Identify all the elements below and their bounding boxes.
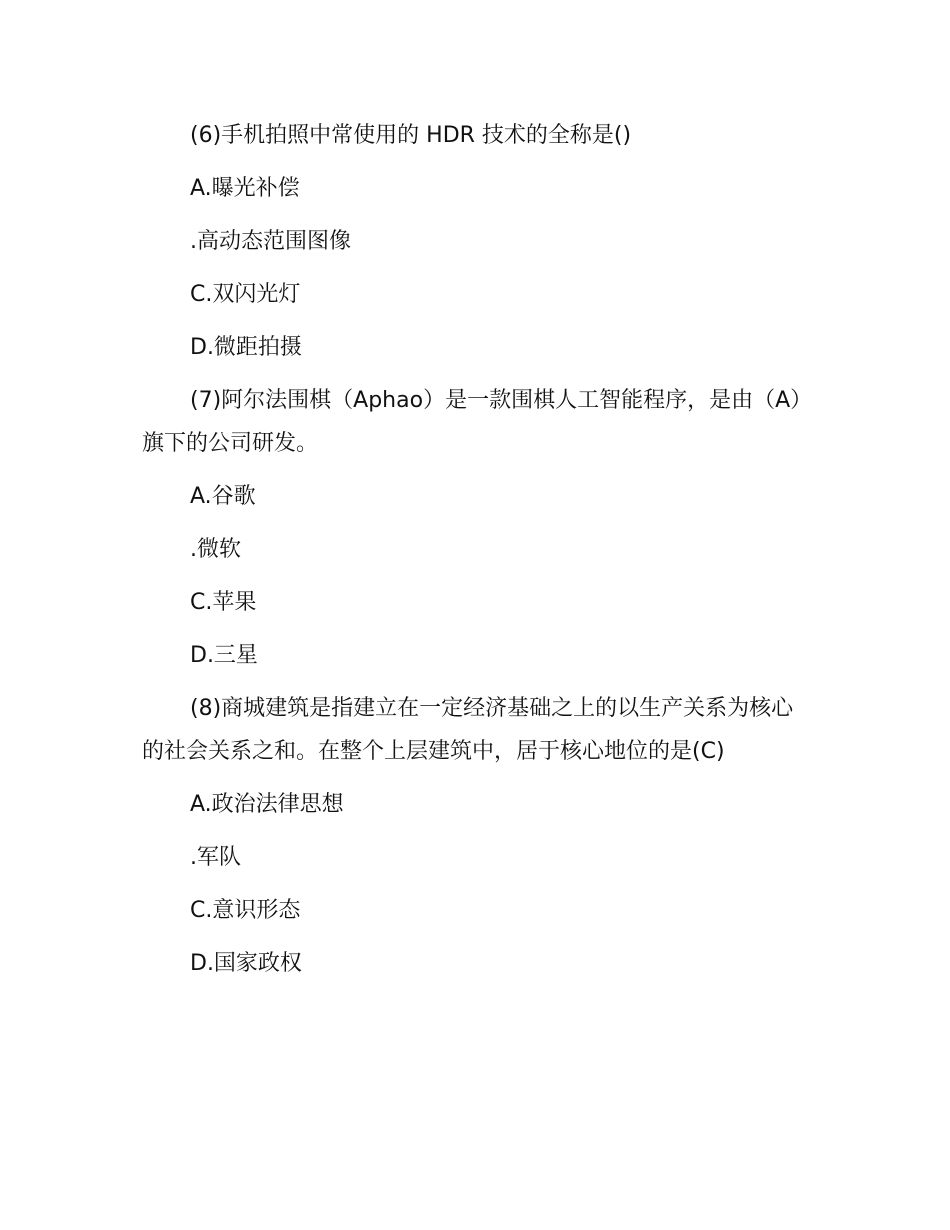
question-7-option-c: C.苹果	[190, 590, 257, 615]
question-6-option-a: A.曝光补偿	[190, 176, 300, 201]
question-6-option-b: .高动态范围图像	[190, 229, 351, 254]
question-8-stem: (8)商城建筑是指建立在一定经济基础之上的以生产关系为核心的社会关系之和。在整个上层建筑中，居于核心地位的是(C)	[142, 696, 794, 764]
document-body	[142, 114, 814, 995]
question-8-option-c: C.意识形态	[190, 898, 301, 923]
question-7-option-a: A.谷歌	[190, 484, 256, 509]
question-8-option-a: A.政治法律思想	[190, 792, 344, 817]
question-7-stem: (7)阿尔法围棋（Aphao）是一款围棋人工智能程序，是由（A）旗下的公司研发。	[142, 388, 813, 456]
question-6-option-d: D.微距拍摄	[190, 335, 302, 360]
question-8-option-b: .军队	[190, 845, 241, 870]
question-7-option-b: .微软	[190, 537, 241, 562]
question-7-option-d: D.三星	[190, 643, 258, 668]
question-6-option-c: C.双闪光灯	[190, 282, 301, 307]
question-8-option-d: D.国家政权	[190, 951, 302, 976]
question-6-stem: (6)手机拍照中常使用的 HDR 技术的全称是()	[190, 123, 632, 148]
